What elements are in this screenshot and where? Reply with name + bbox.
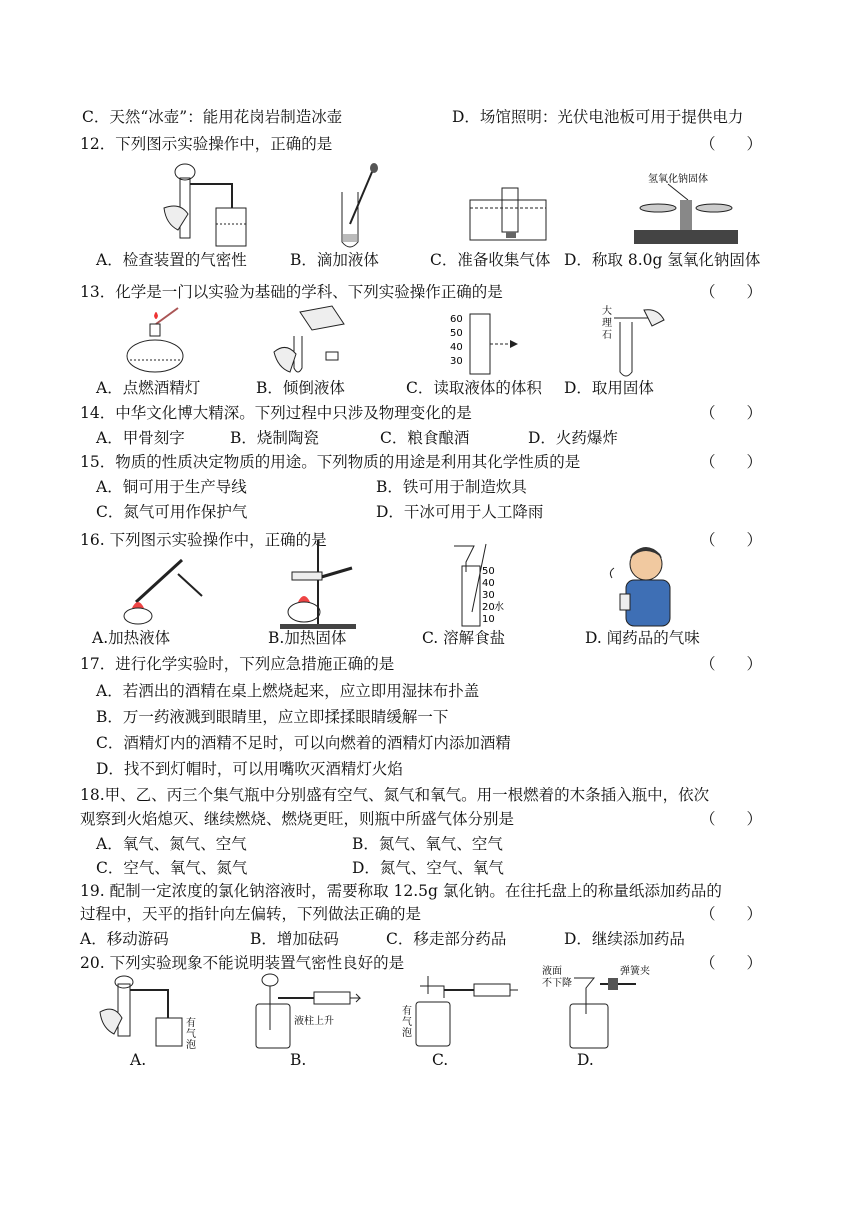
question-14-stem: 14．中华文化博大精深。下列过程中只涉及物理变化的是 (80, 404, 472, 422)
alcohol-lamp-figure (120, 306, 190, 374)
airtight-a-figure (96, 972, 206, 1051)
bubble-c-char-1: 有 (402, 1006, 412, 1017)
dissolving-figure (442, 542, 522, 628)
question-20-bracket: （ ） (700, 954, 763, 972)
question-17-stem: 17．进行化学实验时，下列应急措施正确的是 (80, 655, 395, 673)
q20-option-b: B. (290, 1051, 307, 1069)
cylinder-reading-figure (448, 312, 528, 376)
bubble-char-2: 气 (186, 1029, 196, 1040)
q15-option-b: B．铁可用于制造炊具 (376, 478, 527, 496)
bubble-c-char-3: 泡 (402, 1028, 412, 1039)
tick-50: 50 (450, 328, 463, 339)
tick-40: 40 (482, 578, 495, 589)
question-13-bracket: （ ） (700, 283, 763, 301)
q16-option-b: B.加热固体 (268, 629, 347, 647)
q18-option-d: D．氮气、空气、氧气 (352, 859, 504, 877)
q20-option-d: D. (577, 1051, 594, 1069)
tick-30: 30 (450, 356, 463, 367)
question-17-bracket: （ ） (700, 655, 763, 673)
pouring-figure (270, 302, 350, 378)
q16-option-d: D. 闻药品的气味 (585, 629, 700, 647)
airtight-check-figure (160, 158, 250, 248)
q15-option-c: C．氮气可用作保护气 (96, 503, 248, 521)
q17-option-c: C．酒精灯内的酒精不足时，可以向燃着的酒精灯内添加酒精 (96, 734, 511, 752)
q12-option-d: D．称取 8.0g 氢氧化钠固体 (564, 251, 761, 269)
q19-option-b: B．增加砝码 (250, 930, 339, 948)
airtight-b-figure (244, 970, 364, 1050)
question-19-stem: 19. 配制一定浓度的氯化钠溶液时，需要称取 12.5g 氯化钠。在往托盘上的称量纸添加药品的 (80, 882, 722, 900)
naoh-label: 氢氧化钠固体 (648, 174, 708, 185)
smelling-figure (606, 544, 686, 628)
tick-10: 10 (482, 614, 495, 625)
heating-liquid-figure (116, 552, 206, 626)
question-18-stem-cont: 观察到火焰熄灭、继续燃烧、燃烧更旺，则瓶中所盛气体分别是 (80, 810, 515, 828)
q17-option-d: D．找不到灯帽时，可以用嘴吹灭酒精灯火焰 (96, 760, 403, 778)
question-14-bracket: （ ） (700, 404, 763, 422)
q13-option-a: A．点燃酒精灯 (96, 379, 201, 397)
bubble-char-3: 泡 (186, 1040, 196, 1051)
tick-20: 20 (482, 602, 495, 613)
water-label: 水 (494, 602, 504, 613)
bubble-char-1: 有 (186, 1018, 196, 1029)
q19-option-c: C．移走部分药品 (386, 930, 507, 948)
q14-option-d: D．火药爆炸 (528, 429, 618, 447)
q13-option-c: C．读取液体的体积 (406, 379, 542, 397)
question-19-bracket: （ ） (700, 905, 763, 923)
balance-figure (628, 170, 738, 246)
stone-char-3: 石 (602, 330, 612, 341)
q14-option-c: C．粮食酿酒 (380, 429, 470, 447)
bubble-c-char-2: 气 (402, 1017, 412, 1028)
dropper-figure (330, 162, 380, 252)
q16-option-c: C. 溶解食盐 (422, 629, 506, 647)
question-13-stem: 13．化学是一门以实验为基础的学科、下列实验操作正确的是 (80, 283, 503, 301)
water-trough-figure (468, 182, 548, 242)
q19-option-d: D．继续添加药品 (564, 930, 685, 948)
q18-option-a: A．氧气、氮气、空气 (96, 835, 247, 853)
question-12-stem: 12．下列图示实验操作中，正确的是 (80, 135, 333, 153)
q13-option-b: B．倾倒液体 (256, 379, 345, 397)
question-15-stem: 15．物质的性质决定物质的用途。下列物质的用途是利用其化学性质的是 (80, 453, 581, 471)
q17-option-a: A．若洒出的酒精在桌上燃烧起来，应立即用湿抹布扑盖 (96, 682, 480, 700)
tick-40: 40 (450, 342, 463, 353)
q19-option-a: A．移动游码 (80, 930, 169, 948)
tick-50: 50 (482, 566, 495, 577)
q15-option-a: A．铜可用于生产导线 (96, 478, 247, 496)
rise-label: 液柱上升 (294, 1016, 334, 1027)
q20-option-a: A. (130, 1051, 147, 1069)
question-16-bracket: （ ） (700, 531, 763, 549)
question-12-bracket: （ ） (700, 135, 763, 153)
q20-option-c: C. (432, 1051, 449, 1069)
clip-label: 弹簧夹 (620, 966, 650, 977)
question-19-stem-cont: 过程中，天平的指针向左偏转，下列做法正确的是 (80, 905, 422, 923)
question-15-bracket: （ ） (700, 453, 763, 471)
airtight-c-figure (400, 972, 520, 1050)
airtight-d-figure (540, 964, 660, 1050)
q12-option-c: C．准备收集气体 (430, 251, 551, 269)
solid-taking-figure (598, 302, 668, 378)
question-20-stem: 20. 下列实验现象不能说明装置气密性良好的是 (80, 954, 405, 972)
q18-option-c: C．空气、氧气、氮气 (96, 859, 248, 877)
heating-solid-figure (278, 538, 358, 630)
q17-option-b: B．万一药液溅到眼睛里，应立即揉揉眼睛缓解一下 (96, 708, 449, 726)
q15-option-d: D．干冰可用于人工降雨 (376, 503, 544, 521)
level-label-2: 不下降 (542, 978, 572, 989)
level-label-1: 液面 (542, 966, 562, 977)
q18-option-b: B．氮气、氧气、空气 (352, 835, 503, 853)
tick-30: 30 (482, 590, 495, 601)
q16-option-a: A.加热液体 (92, 629, 171, 647)
q12-option-b: B．滴加液体 (290, 251, 379, 269)
stone-char-1: 大 (602, 306, 612, 317)
question-18-stem: 18.甲、乙、丙三个集气瓶中分别盛有空气、氮气和氧气。用一根燃着的木条插入瓶中，依次 (80, 786, 710, 804)
question-18-bracket: （ ） (700, 810, 763, 828)
stone-char-2: 理 (602, 318, 612, 329)
option-d-prev: D．场馆照明：光伏电池板可用于提供电力 (452, 108, 744, 126)
q12-option-a: A．检查装置的气密性 (96, 251, 247, 269)
q13-option-d: D．取用固体 (564, 379, 654, 397)
question-16-stem: 16. 下列图示实验操作中，正确的是 (80, 531, 327, 549)
option-c-prev: C．天然“冰壶”：能用花岗岩制造冰壶 (82, 108, 343, 126)
tick-60: 60 (450, 314, 463, 325)
q14-option-a: A．甲骨刻字 (96, 429, 185, 447)
q14-option-b: B．烧制陶瓷 (230, 429, 319, 447)
